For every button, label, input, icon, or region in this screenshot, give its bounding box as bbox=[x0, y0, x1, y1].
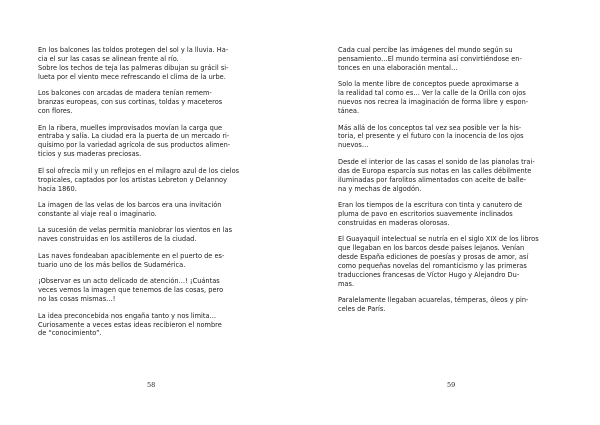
text-line: como pequeñas novelas del romanticismo y las primeras bbox=[338, 262, 527, 271]
text-line: La imagen de las velas de los barcos era una invitación bbox=[38, 201, 222, 210]
paragraph bbox=[338, 201, 563, 228]
paragraph bbox=[38, 124, 266, 160]
text-line: El sol ofrecía mil y un reflejos en el milagro azul de los cielos bbox=[38, 166, 240, 175]
text-line: branzas europeas, con sus cortinas, toldas y maceteros bbox=[38, 98, 223, 107]
text-line: veces vemos la imagen que tenemos de las cosas, pero bbox=[38, 286, 224, 295]
paragraph bbox=[338, 235, 563, 288]
text-line: constante al viaje real o imaginario. bbox=[38, 209, 157, 218]
text-line: En la ribera, muelles improvisados movían la carga que bbox=[38, 123, 223, 132]
text-line: quísimo por la variedad agrícola de sus productos alimen- bbox=[38, 141, 231, 150]
left-page-text bbox=[38, 46, 266, 346]
text-line: tuario uno de los más bellos de Sudamérica. bbox=[38, 260, 186, 269]
right-page bbox=[300, 0, 600, 425]
text-line: das de Europa esparcía sus notas en las calles débilmente bbox=[338, 166, 532, 175]
text-line: cia el sur las casas se alinean frente al río. bbox=[38, 54, 179, 63]
text-line: mas. bbox=[338, 279, 355, 288]
text-line: con flores. bbox=[38, 107, 73, 116]
text-line: ¡Observar es un acto delicado de atención…! ¡Cuántas bbox=[38, 277, 220, 286]
text-line: lueta por el viento mece refrescando el clima de la urbe. bbox=[38, 72, 226, 81]
text-line: Las naves fondeaban apaciblemente en el puerto de es- bbox=[38, 251, 225, 260]
text-line: Eran los tiempos de la escritura con tinta y canutero de bbox=[338, 201, 523, 210]
text-line: La idea preconcebida nos engaña tanto y nos limita… bbox=[38, 311, 217, 320]
paragraph bbox=[38, 312, 266, 339]
text-line: pensamiento…El mundo termina así convirtiéndose en- bbox=[338, 54, 522, 63]
paragraph bbox=[338, 296, 563, 314]
text-line: Solo la mente libre de conceptos puede aproximarse a bbox=[338, 80, 519, 89]
text-line: desde España ediciones de poesías y prosas de amor, así bbox=[338, 253, 529, 262]
text-line: Los balcones con arcadas de madera tenían remem- bbox=[38, 89, 212, 98]
text-line: Curiosamente a veces estas ideas recibieron el nombre bbox=[38, 320, 222, 329]
paragraph bbox=[38, 252, 266, 270]
text-line: Cada cual percibe las imágenes del mundo según su bbox=[338, 46, 513, 54]
text-line: tonces en una elaboración mental… bbox=[338, 63, 458, 72]
paragraph bbox=[38, 201, 266, 219]
paragraph bbox=[38, 46, 266, 82]
text-line: ticios y sus maderas preciosas. bbox=[38, 150, 142, 159]
text-line: El Guayaquil intelectual se nutría en el siglo XIX de los libros bbox=[338, 235, 539, 244]
page-number-left: 58 bbox=[147, 381, 156, 389]
paragraph bbox=[338, 80, 563, 116]
page-number-right: 59 bbox=[447, 381, 456, 389]
text-line: Sobre los techos de teja las palmeras dibujan su grácil si- bbox=[38, 63, 229, 72]
text-line: tropicales, captados por los artistas Lebreton y Delannoy bbox=[38, 175, 227, 184]
text-line: Desde el interior de las casas el sonido de las pianolas trai- bbox=[338, 157, 535, 166]
text-line: naves construidas en los astilleros de la ciudad. bbox=[38, 235, 197, 244]
right-page-text bbox=[338, 46, 563, 322]
paragraph bbox=[38, 167, 266, 194]
text-line: Paralelamente llegaban acuarelas, témperas, óleos y pin- bbox=[338, 296, 529, 305]
text-line: na y mechas de algodón. bbox=[338, 184, 422, 193]
text-line: toria, el presente y el futuro con la inocencia de los ojos bbox=[338, 132, 524, 141]
text-line: nuevos nos recrea la imaginación de forma libre y espon- bbox=[338, 98, 529, 107]
text-line: la realidad tal como es… Ver la calle de la Orilla con ojos bbox=[338, 89, 526, 98]
text-line: hacia 1860. bbox=[38, 184, 77, 193]
text-line: traducciones francesas de Víctor Hugo y Alejandro Du- bbox=[338, 271, 520, 279]
text-line: La sucesión de velas permitía maniobrar los vientos en las bbox=[38, 226, 233, 235]
paragraph bbox=[338, 124, 563, 151]
text-line: de “conocimiento”. bbox=[38, 329, 102, 338]
text-line: nuevos… bbox=[338, 141, 369, 150]
text-line: Más allá de los conceptos tal vez sea posible ver la his- bbox=[338, 123, 522, 132]
text-line: no las cosas mismas…! bbox=[38, 295, 116, 304]
paragraph bbox=[338, 158, 563, 194]
paragraph bbox=[338, 46, 563, 73]
text-line: celes de París. bbox=[338, 305, 386, 314]
paragraph bbox=[38, 226, 266, 244]
paragraph bbox=[38, 89, 266, 116]
text-line: pluma de pavo en escritorios suavemente inclinados bbox=[338, 209, 513, 218]
text-line: En los balcones las toldos protegen del sol y la lluvia. Ha- bbox=[38, 46, 229, 54]
text-line: iluminadas por farolitos alimentados con aceite de balle- bbox=[338, 175, 527, 184]
paragraph bbox=[38, 277, 266, 304]
text-line: construidas en maderas olorosas. bbox=[338, 218, 450, 227]
text-line: entraba y salía. La ciudad era la puerta de un mercado ri- bbox=[38, 132, 230, 141]
text-line: que llegaban en los barcos desde países lejanos. Venían bbox=[338, 244, 525, 253]
text-line: tánea. bbox=[338, 107, 360, 116]
